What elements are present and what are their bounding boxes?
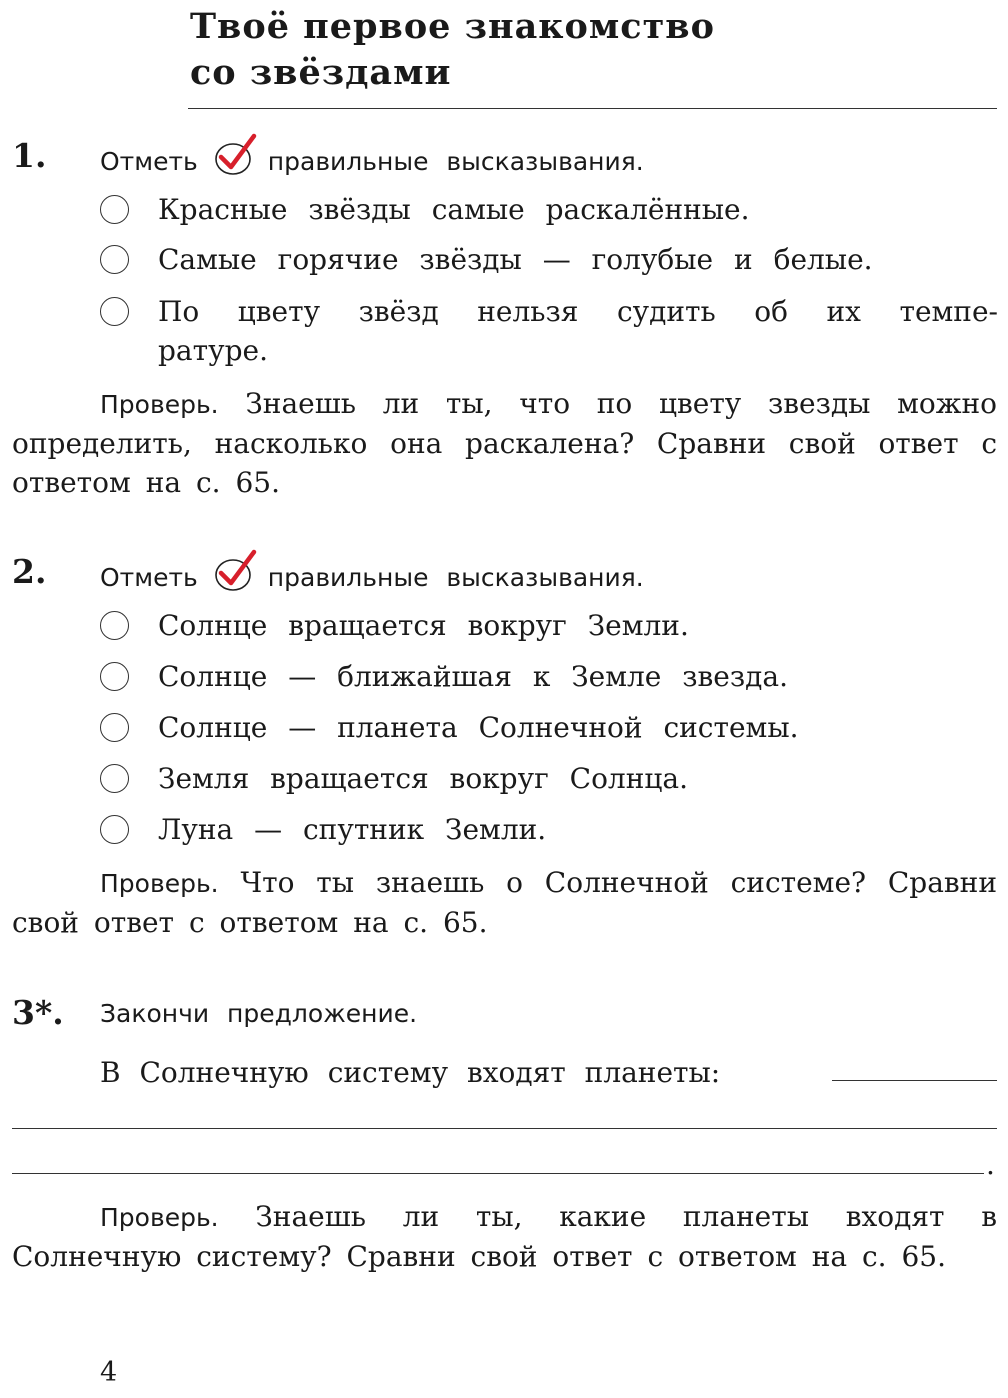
answer-circle[interactable] <box>100 195 129 224</box>
check-text: Что ты знаешь о Солнечной системе? Сравни свой ответ с ответом на с. 65. <box>12 866 997 939</box>
task-1-instruction-before: Отметь <box>100 147 198 176</box>
answer-circle[interactable] <box>100 764 129 793</box>
page-title <box>190 4 990 96</box>
task-2-option-3[interactable] <box>100 708 1000 748</box>
answer-line-2[interactable] <box>12 1128 997 1129</box>
task-2-instruction-before: Отметь <box>100 563 198 592</box>
task-2-option-1[interactable] <box>100 606 1000 646</box>
task-2-option-4[interactable] <box>100 759 1000 799</box>
task-3-number: 3*. <box>12 993 64 1032</box>
option-text: Солнце вращается вокруг Земли. <box>158 609 689 642</box>
task-2-instruction-after: правильные высказывания. <box>267 563 644 592</box>
page-title-line-1: Твоё первое знакомство <box>190 6 715 47</box>
task-1-option-2[interactable] <box>100 240 1000 280</box>
option-text: Солнце — планета Солнечной системы. <box>158 711 799 744</box>
option-text: Луна — спутник Земли. <box>158 813 547 846</box>
page-number: 4 <box>100 1357 118 1388</box>
task-2-option-5[interactable] <box>100 810 1000 850</box>
task-1-instruction-after: правильные высказывания. <box>267 147 644 176</box>
check-label: Проверь. <box>100 1203 219 1232</box>
task-2-instruction <box>100 557 644 601</box>
task-1-option-3[interactable] <box>100 292 1000 332</box>
task-2-number: 2. <box>12 552 47 591</box>
task-1-instruction <box>100 141 644 185</box>
option-text: Красные звёзды самые раскалённые. <box>158 193 750 226</box>
task-3-sentence: В Солнечную систему входят планеты: <box>100 1056 721 1089</box>
option-text: Солнце — ближайшая к Земле звезда. <box>158 660 788 693</box>
check-label: Проверь. <box>100 869 219 898</box>
option-text: По цвету звёзд нельзя судить об их темпе- <box>158 295 998 328</box>
answer-circle[interactable] <box>100 297 129 326</box>
answer-line-1[interactable] <box>832 1080 997 1081</box>
page-title-line-2: со звёздами <box>190 52 452 93</box>
check-label: Проверь. <box>100 390 219 419</box>
option-text: Земля вращается вокруг Солнца. <box>158 762 688 795</box>
task-3-check-paragraph <box>12 1197 997 1276</box>
answer-circle[interactable] <box>100 713 129 742</box>
task-3-instruction: Закончи предложение. <box>100 999 418 1028</box>
answer-line-period: . <box>986 1148 995 1181</box>
red-checkmark-icon <box>212 133 258 185</box>
option-text: Самые горячие звёзды — голубые и белые. <box>158 243 873 276</box>
task-1-option-3-continuation: ратуре. <box>158 334 268 367</box>
answer-line-3[interactable] <box>12 1173 984 1174</box>
title-divider <box>188 108 997 109</box>
task-1-check-paragraph <box>12 384 997 502</box>
answer-circle[interactable] <box>100 662 129 691</box>
task-2-check-paragraph <box>12 863 997 942</box>
answer-circle[interactable] <box>100 611 129 640</box>
task-2-option-2[interactable] <box>100 657 1000 697</box>
task-1-number: 1. <box>12 136 47 175</box>
task-1-option-1[interactable] <box>100 190 1000 230</box>
answer-circle[interactable] <box>100 815 129 844</box>
check-text: Знаешь ли ты, что по цвету звезды можно определить, насколько она раскалена? Сравни свой ответ с ответом на с. 65. <box>12 387 997 499</box>
red-checkmark-icon <box>212 549 258 601</box>
check-text: Знаешь ли ты, какие планеты входят в Солнечную систему? Сравни свой ответ с ответом на с. 65. <box>12 1200 998 1273</box>
answer-circle[interactable] <box>100 245 129 274</box>
